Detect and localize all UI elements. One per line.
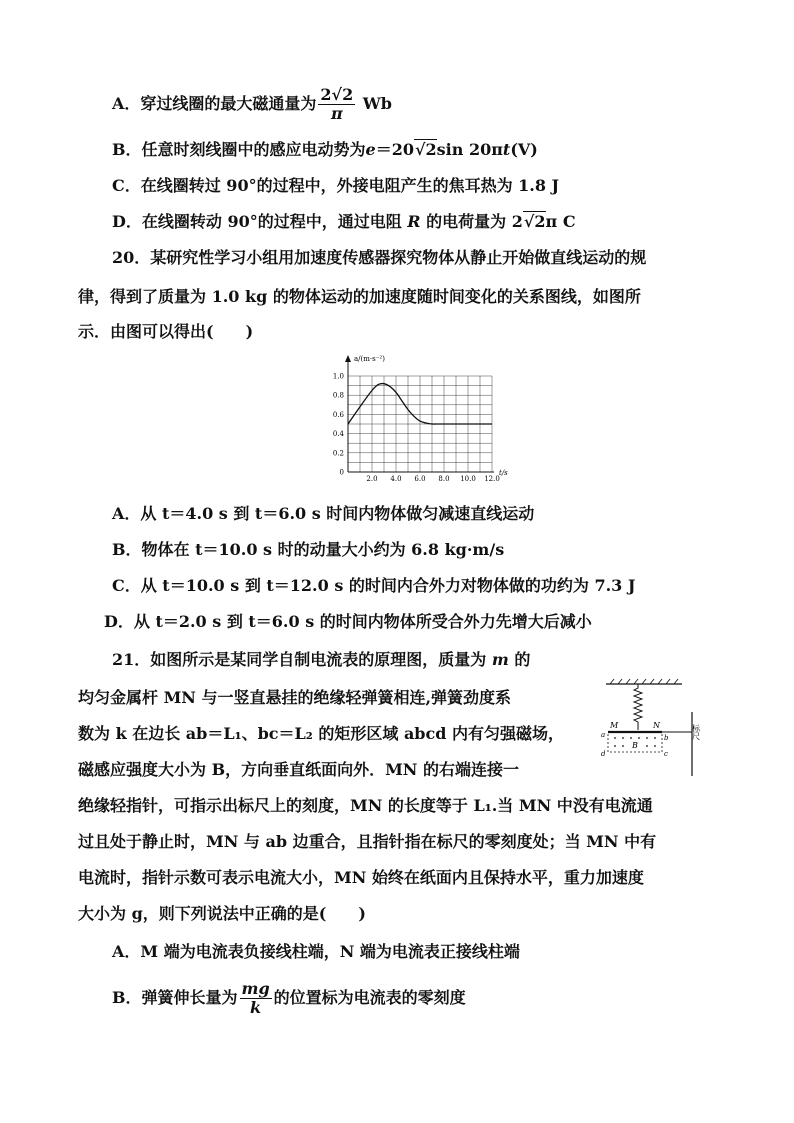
q20-stem-line1: 20．某研究性学习小组用加速度传感器探究物体从静止开始做直线运动的规 (112, 248, 647, 267)
q20-stem-line3: 示．由图可以得出( ) (78, 322, 254, 341)
y-axis-label: a/(m·s⁻²) (354, 355, 385, 363)
q19-b-post: sin 20π (436, 140, 503, 159)
q19-d-var-r: R (407, 212, 421, 231)
y-tick-label: 0.2 (332, 449, 344, 458)
q21-stem-line6: 过且处于静止时，MN 与 ab 边重合，且指针指在标尺的零刻度处；当 MN 中有 (78, 832, 657, 851)
q19-option-c: C．在线圈转过 90°的过程中，外接电阻产生的焦耳热为 1.8 J (112, 176, 560, 195)
fraction-denominator: k (250, 998, 262, 1017)
q20-option-d: D．从 t＝2.0 s 到 t＝6.0 s 的时间内物体所受合外力先增大后减小 (104, 612, 592, 631)
acceleration-time-chart (318, 352, 514, 484)
label-a: a (601, 731, 606, 739)
chart-tick-labels (333, 373, 500, 484)
label-field-b: B (632, 741, 638, 750)
x-tick-label: 10.0 (460, 475, 476, 483)
q20-option-c: C．从 t＝10.0 s 到 t＝12.0 s 的时间内合外力对物体做的功约为 7.3 J (112, 576, 636, 595)
q19-option-a (112, 86, 392, 123)
q19-d-mid: 的电荷量为 2 (420, 212, 523, 231)
x-tick-label: 12.0 (484, 475, 500, 483)
q21-stem-line3: 数为 k 在边长 ab＝L₁、bc＝L₂ 的矩形区域 abcd 内有匀强磁场， (78, 724, 564, 743)
spring (634, 684, 642, 730)
q19-a-text: A．穿过线圈的最大磁通量为 (112, 94, 317, 113)
fraction (318, 86, 355, 123)
q21-stem-line7: 电流时，指针示数可表示电流大小，MN 始终在纸面内且保持水平，重力加速度 (78, 868, 644, 887)
q19-option-d (112, 212, 576, 232)
q21-option-a: A．M 端为电流表负接线柱端，N 端为电流表正接线柱端 (112, 942, 520, 961)
x-axis-label: t/s (499, 469, 508, 477)
q21-option-b (112, 980, 466, 1017)
x-tick-label: 6.0 (414, 475, 426, 483)
fraction-numerator: mg (241, 979, 270, 998)
fraction-numerator: 2√2 (320, 85, 354, 104)
q19-d-sqrt: √2 (523, 212, 546, 231)
label-m: M (610, 721, 619, 730)
q19-b-text: B．任意时刻线圈中的感应电动势为 (112, 140, 366, 159)
x-tick-label: 4.0 (390, 475, 402, 483)
q21-b-text: B．弹簧伸长量为 (112, 988, 238, 1007)
q19-b-mid: ＝20 (375, 140, 414, 159)
q19-b-sqrt: √2 (415, 140, 437, 159)
label-scale: 标尺 (691, 724, 701, 740)
x-tick-label: 2.0 (366, 475, 378, 483)
q19-b-var-t: t (502, 140, 511, 159)
label-c: c (664, 750, 668, 758)
y-tick-label: 0.6 (332, 410, 344, 419)
fraction (240, 980, 272, 1017)
q21-stem-line5: 绝缘轻指针，可指示出标尺上的刻度，MN 的长度等于 L₁.当 MN 中没有电流通 (78, 796, 653, 815)
y-tick-label: 0 (339, 468, 344, 477)
q19-a-unit: Wb (357, 94, 392, 113)
q21-line1-tail: 的 (514, 650, 531, 669)
q21-stem-line4: 磁感应强度大小为 B，方向垂直纸面向外．MN 的右端连接一 (78, 760, 520, 779)
q21-line1-text: 21．如图所示是某同学自制电流表的原理图，质量为 (112, 650, 487, 669)
ammeter-diagram (598, 678, 718, 778)
label-b: b (664, 734, 669, 742)
q21-b-tail: 的位置标为电流表的零刻度 (273, 988, 466, 1007)
y-tick-label: 0.8 (332, 391, 344, 400)
fraction-denominator: π (330, 104, 343, 123)
q21-stem-line8: 大小为 g，则下列说法中正确的是( ) (78, 904, 366, 923)
q19-d-text: D．在线圈转动 90°的过程中，通过电阻 (112, 212, 402, 231)
q21-stem-line1 (112, 650, 530, 670)
q19-option-b (112, 140, 538, 160)
q20-stem-line2: 律，得到了质量为 1.0 kg 的物体运动的加速度随时间变化的关系图线，如图所 (78, 287, 641, 306)
q20-option-a: A．从 t＝4.0 s 到 t＝6.0 s 时间内物体做匀减速直线运动 (112, 504, 535, 523)
q21-var-m: m (491, 650, 509, 669)
ceiling-hatch (610, 679, 678, 684)
label-d: d (601, 750, 606, 758)
q21-stem-line2: 均匀金属杆 MN 与一竖直悬挂的绝缘轻弹簧相连,弹簧劲度系 (78, 688, 512, 707)
q19-b-unit: (V) (510, 140, 538, 159)
y-tick-label: 1.0 (332, 372, 344, 381)
label-n: N (653, 721, 660, 730)
q19-b-var-e: e (365, 140, 376, 159)
q20-option-b: B．物体在 t＝10.0 s 时的动量大小约为 6.8 kg·m/s (112, 540, 505, 559)
y-axis-arrow (345, 355, 351, 362)
y-tick-label: 0.4 (332, 430, 344, 439)
q19-d-post: π C (545, 212, 576, 231)
x-tick-label: 8.0 (438, 475, 450, 483)
